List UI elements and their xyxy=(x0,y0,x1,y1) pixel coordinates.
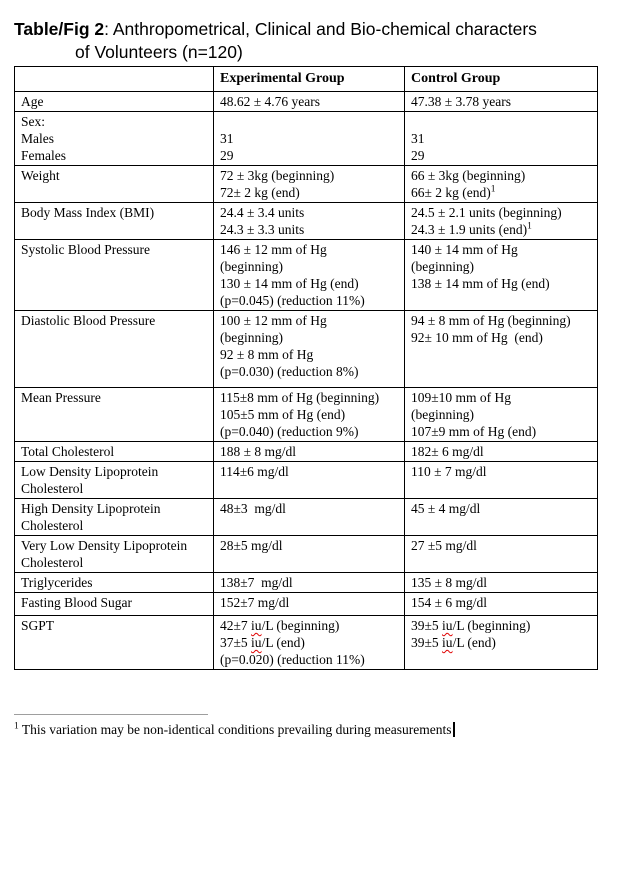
cell-line: 29 xyxy=(411,148,425,163)
cell-line: (beginning) xyxy=(220,259,283,274)
cell-line: 48.62 ± 4.76 years xyxy=(220,94,321,109)
table-row-triglycerides xyxy=(15,573,598,593)
control-value-cell xyxy=(405,536,598,573)
cell-line: Males xyxy=(21,131,54,146)
cell-line: 188 ± 8 mg/dl xyxy=(220,444,297,459)
cell-line: 31 xyxy=(220,131,234,146)
cell-line: 130 ± 14 mm of Hg (end) xyxy=(220,276,359,291)
control-value-cell xyxy=(405,593,598,616)
cell-line xyxy=(411,113,593,130)
table-title-line2: of Volunteers (n=120) xyxy=(75,42,243,62)
table-row-vldl-cholesterol xyxy=(15,536,598,573)
experimental-value-cell xyxy=(214,311,405,388)
table-row-total-cholesterol xyxy=(15,442,598,462)
cell-line: 28±5 mg/dl xyxy=(220,538,283,553)
cell-line: 138±7 mg/dl xyxy=(220,575,293,590)
cell-line: 105±5 mm of Hg (end) xyxy=(220,407,346,422)
control-value-cell xyxy=(405,311,598,388)
row-label-cell xyxy=(15,92,214,112)
cell-line: Fasting Blood Sugar xyxy=(21,595,133,610)
cell-line: 92± 10 mm of Hg (end) xyxy=(411,330,543,345)
table-row-weight xyxy=(15,166,598,203)
cell-line: (p=0.045) (reduction 11%) xyxy=(220,293,365,308)
row-label-cell xyxy=(15,203,214,240)
header-control-group: Control Group xyxy=(405,67,598,92)
table-row-sgpt xyxy=(15,616,598,670)
experimental-value-cell xyxy=(214,499,405,536)
cell-line: 24.5 ± 2.1 units (beginning) xyxy=(411,205,562,220)
cell-line: 24.3 ± 3.3 units xyxy=(220,222,305,237)
cell-line: Very Low Density Lipoprotein Cholesterol xyxy=(21,538,191,570)
cell-line: (p=0.030) (reduction 8%) xyxy=(220,364,359,379)
cell-line: 182± 6 mg/dl xyxy=(411,444,484,459)
footnote-reference: 1 xyxy=(490,184,496,195)
control-value-cell xyxy=(405,92,598,112)
cell-line: 72± 2 kg (end) xyxy=(220,185,300,200)
experimental-value-cell xyxy=(214,203,405,240)
table-title xyxy=(14,18,630,64)
cell-line: Weight xyxy=(21,168,60,183)
cell-line: 107±9 mm of Hg (end) xyxy=(411,424,537,439)
cell-line: 138 ± 14 mm of Hg (end) xyxy=(411,276,550,291)
cell-line: 154 ± 6 mg/dl xyxy=(411,595,488,610)
cell-line: (beginning) xyxy=(220,330,283,345)
cell-line: (p=0.040) (reduction 9%) xyxy=(220,424,359,439)
table-title-prefix: Table/Fig 2 xyxy=(14,19,105,39)
misspelled-word: iu xyxy=(442,618,453,633)
experimental-value-cell xyxy=(214,92,405,112)
footnote-separator xyxy=(14,714,208,715)
table-row-fasting-blood-sugar xyxy=(15,593,598,616)
control-value-cell xyxy=(405,388,598,442)
cell-line: 115±8 mm of Hg (beginning) xyxy=(220,390,380,405)
cell-line: 27 ±5 mg/dl xyxy=(411,538,477,553)
cell-line: 29 xyxy=(220,148,234,163)
cell-line: 42±7 iu/L (beginning) xyxy=(220,618,340,633)
row-label-cell xyxy=(15,499,214,536)
table-row-bmi xyxy=(15,203,598,240)
cell-line: Triglycerides xyxy=(21,575,93,590)
row-label-cell xyxy=(15,388,214,442)
cell-line: Low Density Lipoprotein Cholesterol xyxy=(21,464,162,496)
cell-line: (p=0.020) (reduction 11%) xyxy=(220,652,365,667)
cell-line: Females xyxy=(21,148,66,163)
header-experimental-group: Experimental Group xyxy=(214,67,405,92)
cell-line: 48±3 mg/dl xyxy=(220,501,286,516)
cell-line: 24.3 ± 1.9 units (end)$^1$ xyxy=(411,221,532,237)
cell-line xyxy=(220,113,400,130)
cell-line: Mean Pressure xyxy=(21,390,101,405)
cell-line: 140 ± 14 mm of Hg xyxy=(411,242,518,257)
cell-line: Total Cholesterol xyxy=(21,444,115,459)
cell-line: 37±5 iu/L (end) xyxy=(220,635,305,650)
cell-line: 110 ± 7 mg/dl xyxy=(411,464,487,479)
table-row-mean-pressure xyxy=(15,388,598,442)
cell-line: 39±5 iu/L (end) xyxy=(411,635,496,650)
table-row-ldl-cholesterol xyxy=(15,462,598,499)
table-header-row xyxy=(15,67,598,92)
cell-line: 47.38 ± 3.78 years xyxy=(411,94,512,109)
control-value-cell xyxy=(405,462,598,499)
row-label-cell xyxy=(15,112,214,166)
cell-line: 31 xyxy=(411,131,425,146)
control-value-cell xyxy=(405,616,598,670)
cell-line: 24.4 ± 3.4 units xyxy=(220,205,305,220)
cell-line: 152±7 mg/dl xyxy=(220,595,290,610)
row-label-cell xyxy=(15,536,214,573)
volunteers-table xyxy=(14,66,598,670)
cell-line: 146 ± 12 mm of Hg xyxy=(220,242,327,257)
row-label-cell xyxy=(15,240,214,311)
footnote-area xyxy=(14,714,638,738)
cell-line: Age xyxy=(21,94,44,109)
footnote-reference: 1 xyxy=(527,221,532,232)
experimental-value-cell xyxy=(214,573,405,593)
control-value-cell xyxy=(405,442,598,462)
row-label-cell xyxy=(15,166,214,203)
cell-line: SGPT xyxy=(21,618,55,633)
footnote xyxy=(14,722,638,738)
cell-line: 100 ± 12 mm of Hg xyxy=(220,313,327,328)
row-label-cell xyxy=(15,442,214,462)
experimental-value-cell xyxy=(214,442,405,462)
cell-line: 114±6 mg/dl xyxy=(220,464,289,479)
cell-line: 66± 2 kg (end)$^1$ xyxy=(411,184,496,200)
cell-line: Systolic Blood Pressure xyxy=(21,242,151,257)
cell-line: 135 ± 8 mg/dl xyxy=(411,575,488,590)
misspelled-word: iu xyxy=(442,635,453,650)
experimental-value-cell xyxy=(214,388,405,442)
row-label-cell xyxy=(15,462,214,499)
footnote-text: This variation may be non-identical conditions prevailing during measurements xyxy=(18,722,452,737)
row-label-cell xyxy=(15,573,214,593)
table-row-systolic-bp xyxy=(15,240,598,311)
cell-line: Body Mass Index (BMI) xyxy=(21,205,155,220)
table-row-hdl-cholesterol xyxy=(15,499,598,536)
header-empty-cell xyxy=(15,67,214,92)
row-label-cell xyxy=(15,311,214,388)
row-label-cell xyxy=(15,593,214,616)
control-value-cell xyxy=(405,240,598,311)
cell-line: 109±10 mm of Hg xyxy=(411,390,512,405)
cell-line: High Density Lipoprotein Cholesterol xyxy=(21,501,164,533)
table-title-text: : Anthropometrical, Clinical and Bio-chemical characters xyxy=(104,19,537,39)
text-cursor xyxy=(453,722,455,737)
experimental-value-cell xyxy=(214,593,405,616)
experimental-value-cell xyxy=(214,240,405,311)
cell-line: 45 ± 4 mg/dl xyxy=(411,501,481,516)
control-value-cell xyxy=(405,499,598,536)
footnote-marker: 1 xyxy=(14,721,19,732)
control-value-cell xyxy=(405,112,598,166)
experimental-value-cell xyxy=(214,536,405,573)
experimental-value-cell xyxy=(214,112,405,166)
row-label-cell xyxy=(15,616,214,670)
cell-line: Diastolic Blood Pressure xyxy=(21,313,156,328)
cell-line: 39±5 iu/L (beginning) xyxy=(411,618,531,633)
table-row-sex xyxy=(15,112,598,166)
cell-line: (beginning) xyxy=(411,259,474,274)
cell-line: 72 ± 3kg (beginning) xyxy=(220,168,335,183)
experimental-value-cell xyxy=(214,166,405,203)
cell-line: 94 ± 8 mm of Hg (beginning) xyxy=(411,313,571,328)
cell-line: Sex: xyxy=(21,114,46,129)
cell-line: (beginning) xyxy=(411,407,474,422)
experimental-value-cell xyxy=(214,462,405,499)
cell-line: 66 ± 3kg (beginning) xyxy=(411,168,526,183)
table-body xyxy=(15,92,598,670)
control-value-cell xyxy=(405,203,598,240)
table-row-diastolic-bp xyxy=(15,311,598,388)
table-row-age xyxy=(15,92,598,112)
cell-line: 92 ± 8 mm of Hg xyxy=(220,347,314,362)
misspelled-word: iu xyxy=(251,618,262,633)
control-value-cell xyxy=(405,166,598,203)
misspelled-word: iu xyxy=(251,635,262,650)
control-value-cell xyxy=(405,573,598,593)
experimental-value-cell xyxy=(214,616,405,670)
